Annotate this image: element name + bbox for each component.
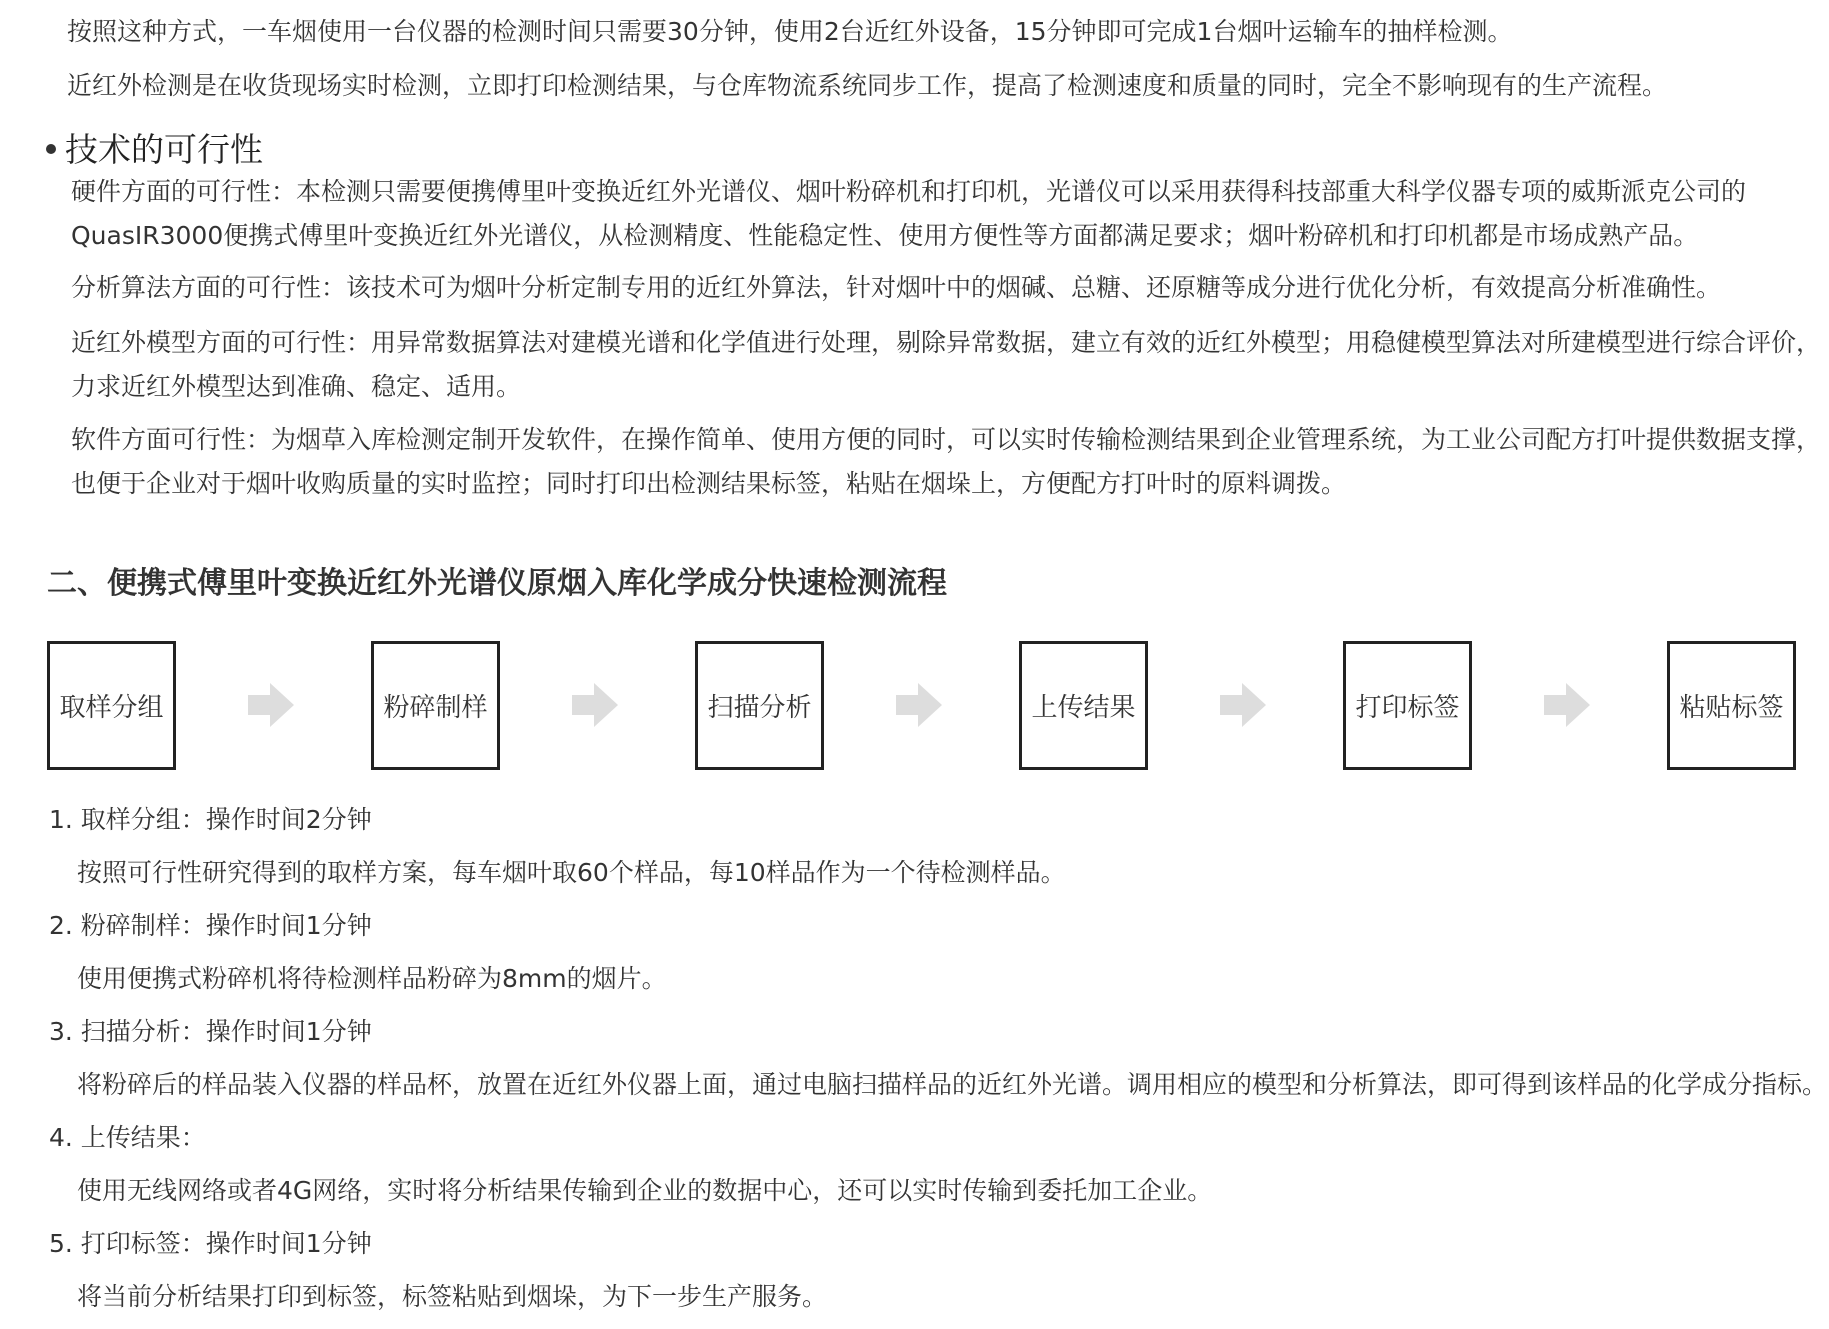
flow-arrow-icon xyxy=(1218,680,1268,730)
intro-line-2: 近红外检测是在收货现场实时检测，立即打印检测结果，与仓库物流系统同步工作，提高了检测速度和质量的同时，完全不影响现有的生产流程。 xyxy=(67,71,1668,100)
hardware-line-2: QuasIR3000便携式傅里叶变换近红外光谱仪，从检测精度、性能稳定性、使用方便性等方面都满足要求；烟叶粉碎机和打印机都是市场成熟产品。 xyxy=(71,221,1699,250)
flow-arrow-icon xyxy=(1542,680,1592,730)
list-item-title: 4. 上传结果： xyxy=(49,1123,206,1152)
feasibility-title-text: 技术的可行性 xyxy=(65,130,263,169)
list-item-title: 1. 取样分组：操作时间2分钟 xyxy=(49,805,372,834)
process-flow-diagram xyxy=(47,641,1801,771)
flow-arrow-icon xyxy=(570,680,620,730)
flow-step-grinding: 粉碎制样 xyxy=(371,641,500,770)
flow-step-print: 打印标签 xyxy=(1343,641,1472,770)
list-item-desc: 按照可行性研究得到的取样方案，每车烟叶取60个样品，每10样品作为一个待检测样品。 xyxy=(77,858,1066,887)
feasibility-algorithm: 分析算法方面的可行性：该技术可为烟叶分析定制专用的近红外算法，针对烟叶中的烟碱、总糖、还原糖等成分进行优化分析，有效提高分析准确性。 xyxy=(71,273,1722,302)
flow-step-attach: 粘贴标签 xyxy=(1667,641,1796,770)
flow-step-upload: 上传结果 xyxy=(1019,641,1148,770)
software-line-1: 软件方面可行性：为烟草入库检测定制开发软件，在操作简单、使用方便的同时，可以实时传输检测结果到企业管理系统，为工业公司配方打叶提供数据支撑， xyxy=(71,425,1822,454)
intro-line-1: 按照这种方式，一车烟使用一台仪器的检测时间只需要30分钟，使用2台近红外设备，15分钟即可完成1台烟叶运输车的抽样检测。 xyxy=(67,17,1513,46)
list-item-desc: 将当前分析结果打印到标签，标签粘贴到烟垛，为下一步生产服务。 xyxy=(77,1282,828,1311)
hardware-line-1: 硬件方面的可行性：本检测只需要便携傅里叶变换近红外光谱仪、烟叶粉碎机和打印机，光谱仪可以采用获得科技部重大科学仪器专项的威斯派克公司的 xyxy=(71,177,1747,206)
model-line-2: 力求近红外模型达到准确、稳定、适用。 xyxy=(71,372,522,401)
list-item-desc: 将粉碎后的样品装入仪器的样品杯，放置在近红外仪器上面，通过电脑扫描样品的近红外光谱。调用相应的模型和分析算法，即可得到该样品的化学成分指标。 xyxy=(77,1070,1828,1099)
list-item-title: 5. 打印标签：操作时间1分钟 xyxy=(49,1229,372,1258)
model-line-1: 近红外模型方面的可行性：用异常数据算法对建模光谱和化学值进行处理，剔除异常数据，建立有效的近红外模型；用稳健模型算法对所建模型进行综合评价， xyxy=(71,328,1822,357)
section-heading: 二、便携式傅里叶变换近红外光谱仪原烟入库化学成分快速检测流程 xyxy=(47,566,947,601)
list-item-desc: 使用便携式粉碎机将待检测样品粉碎为8mm的烟片。 xyxy=(77,964,667,993)
flow-arrow-icon xyxy=(246,680,296,730)
feasibility-title xyxy=(46,128,263,172)
list-item-title: 2. 粉碎制样：操作时间1分钟 xyxy=(49,911,372,940)
flow-step-sampling: 取样分组 xyxy=(47,641,176,770)
flow-arrow-icon xyxy=(894,680,944,730)
bullet-icon xyxy=(46,144,56,154)
software-line-2: 也便于企业对于烟叶收购质量的实时监控；同时打印出检测结果标签，粘贴在烟垛上，方便配方打叶时的原料调拨。 xyxy=(71,469,1347,498)
list-item-title: 3. 扫描分析：操作时间1分钟 xyxy=(49,1017,372,1046)
list-item-desc: 使用无线网络或者4G网络，实时将分析结果传输到企业的数据中心，还可以实时传输到委托加工企业。 xyxy=(77,1176,1213,1205)
flow-step-scanning: 扫描分析 xyxy=(695,641,824,770)
